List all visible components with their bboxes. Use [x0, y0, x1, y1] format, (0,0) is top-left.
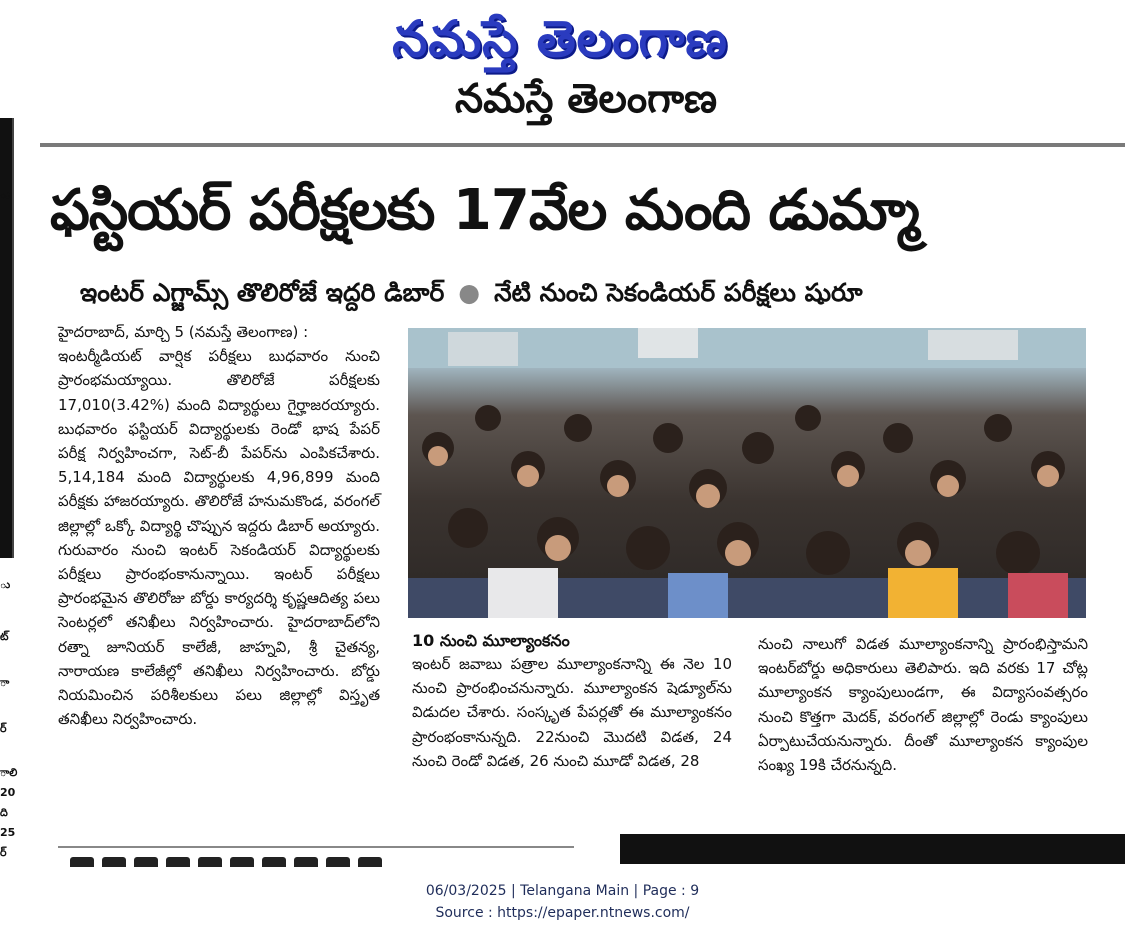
section-subheading: 10 నుంచి మూల్యాంకనం: [412, 631, 570, 650]
left-edge-black-bar: [0, 118, 14, 558]
left-edge-fragment: ర్: [0, 722, 7, 735]
left-edge-fragment: ా: [0, 676, 10, 689]
article-column-middle: [412, 652, 732, 832]
bottom-divider: [58, 846, 574, 848]
subhead-part-1: ఇంటర్ ఎగ్జామ్స్ తొలిరోజే ఇద్దరి డిబార్: [80, 278, 445, 307]
left-edge-fragment: 20: [0, 786, 16, 799]
footer-source: Source : https://epaper.ntnews.com/: [435, 905, 690, 921]
page-footer: [0, 880, 1125, 924]
left-edge-fragment: ాలి: [0, 766, 18, 779]
crowd-photo: [408, 328, 1086, 618]
left-edge-fragment: ది: [0, 806, 8, 819]
article-body-right: నుంచి నాలుగో విడత మూల్యాంకనాన్ని ప్రారంభిస్తామని ఇంటర్‌బోర్డు అధికారులు తెలిపారు. ఇది వరకు 17 చోట్ల మూల్యాంకన క్యాంపులుండగా, ఈ విద్యాసంవత్సరం నుంచి కొత్తగా మెదక్, వరంగల్ జిల్లాల్లో రెండు క్యాంపులు ఏర్పాటుచేయనున్నారు. దీంతో మూల్యాంకన క్యాంపుల సంఖ్య 19కి చేరనున్నది.: [758, 635, 1088, 775]
cropped-banner-fragment: [455, 76, 745, 122]
left-edge-fragment: 25: [0, 826, 16, 839]
newspaper-logo: నమస్తే తెలంగాణ: [392, 10, 728, 68]
cropped-banner-text: నమస్తే తెలంగాణ: [455, 76, 718, 122]
footer-edition-info: 06/03/2025 | Telangana Main | Page : 9: [425, 883, 700, 899]
subhead-part-2: నేటి నుంచి సెకండియర్ పరీక్షలు షురూ: [494, 278, 863, 307]
top-divider: [40, 143, 1125, 147]
bullet-separator: ●: [458, 278, 481, 307]
left-edge-fragment: ు: [0, 188, 11, 201]
left-edge-fragment: ు: [0, 578, 11, 591]
left-edge-adjacent-article: [0, 118, 16, 860]
article-column-left: [58, 320, 380, 830]
article-column-right: [758, 632, 1088, 832]
masthead: [0, 0, 1125, 80]
next-article-cropped-heading: [70, 852, 410, 862]
left-edge-fragment: ట్: [0, 630, 9, 643]
left-edge-fragment: ర్: [0, 846, 7, 859]
article-body-left: ఇంటర్మీడియట్ వార్షిక పరీక్షలు బుధవారం నుంచి ప్రారంభమయ్యాయి. తొలిరోజే పరీక్షలకు 17,010(3.42%) మంది విద్యార్థులు గైర్హాజరయ్యారు. బుధవారం ఫస్టియర్ విద్యార్థులకు రెండో భాష పేపర్ పరీక్ష నిర్వహించగా, సెట్-బీ పేపర్‌ను ఎంపికచేశారు. 5,14,184 మంది విద్యార్థులకు 4,96,899 మంది పరీక్షకు హాజరయ్యారు. తొలిరోజే హనుమకొండ, వరంగల్ జిల్లాల్లో ఒక్కో విద్యార్థి చొప్పున ఇద్దరు డిబార్ అయ్యారు. గురువారం నుంచి ఇంటర్ సెకండియర్ విద్యార్థులకు పరీక్షలు ప్రారంభంకానున్నాయి. ఇంటర్ పరీక్షలు ప్రారంభమైన తొలిరోజు బోర్డు కార్యదర్శి కృష్ణఆదిత్య పలు సెంటర్లలో తనిఖీలు నిర్వహించారు. హైదరాబాద్‌లోని రత్నా జూనియర్ కాలేజీ, జాహ్నవి, శ్రీ చైతన్య, నారాయణ కాలేజీల్లో తనిఖీలు నిర్వహించారు. బోర్డు నియమించిన పరిశీలకులు పలు జిల్లాల్లో విస్తృత తనిఖీలు నిర్వహించారు.: [58, 347, 380, 729]
article-dateline: హైదరాబాద్, మార్చి 5 (నమస్తే తెలంగాణ) :: [58, 323, 309, 341]
article-body-middle: ఇంటర్ జవాబు పత్రాల మూల్యాంకనాన్ని ఈ నెల 10 నుంచి ప్రారంభించనున్నారు. మూల్యాంకన షెడ్యూల్‌ను విడుదల చేశారు. సంస్కృత పేపర్లతో ఈ మూల్యాంకనం ప్రారంభంకానున్నది. 22నుంచి మొదటి విడత, 24 నుంచి రెండో విడత, 26 నుంచి మూడో విడత, 28: [412, 655, 732, 770]
article-subheadline: [80, 268, 1080, 318]
article-headline: ఫస్టియర్ పరీక్షలకు 17వేల మంది డుమ్మా: [50, 178, 919, 243]
crowd-photo-illustration: [408, 328, 1086, 618]
next-article-black-banner: [620, 834, 1125, 864]
